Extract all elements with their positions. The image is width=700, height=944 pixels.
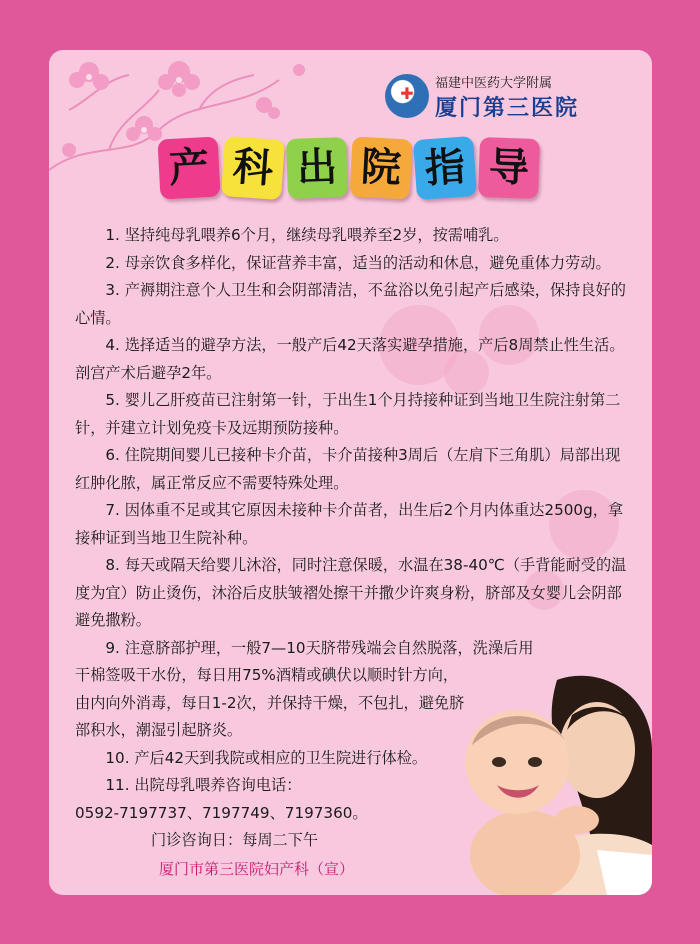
clinic-day: 门诊咨询日：每周二下午 bbox=[151, 831, 319, 849]
list-item: 8. 每天或隔天给婴儿沐浴，同时注意保暖，水温在38-40℃（手背能耐受的温度为宜）防止烫伤，沐浴后皮肤皱褶处擦干并撒少许爽身粉，脐部及女婴儿会阴部避免撒粉。 bbox=[75, 556, 627, 629]
hospital-affiliation: 福建中医药大学附属 bbox=[435, 75, 553, 90]
poster-panel bbox=[49, 50, 652, 895]
list-item-9-line4: 部积水，潮湿引起脐炎。 bbox=[75, 721, 243, 739]
title-char: 指 bbox=[423, 143, 467, 193]
title-char: 产 bbox=[167, 143, 211, 193]
hotline-label: 11. 出院母乳喂养咨询电话： bbox=[105, 776, 302, 794]
title-tile bbox=[413, 136, 477, 200]
title-char: 导 bbox=[488, 144, 530, 192]
list-item-9-line3: 由内向外消毒，每日1-2次，并保持干燥，不包扎，避免脐 bbox=[75, 693, 465, 712]
list-item: 10. 产后42天到我院或相应的卫生院进行体检。 bbox=[105, 748, 428, 767]
title-tile bbox=[286, 137, 348, 199]
hospital-logo bbox=[385, 72, 635, 122]
mother-baby-photo bbox=[447, 670, 652, 895]
title-char: 科 bbox=[231, 143, 275, 193]
red-cross-icon: ✚ bbox=[400, 84, 414, 103]
list-item: 3. 产褥期注意个人卫生和会阴部清洁，不盆浴以免引起产后感染，保持良好的心情。 bbox=[75, 281, 626, 327]
title-tile bbox=[221, 136, 285, 200]
title-tile bbox=[157, 136, 220, 199]
list-item-9-line1: 9. 注意脐部护理，一般7—10天脐带残端会自然脱落，洗澡后用 bbox=[105, 638, 534, 657]
list-item: 6. 住院期间婴儿已接种卡介苗，卡介苗接种3周后（左肩下三角肌）局部出现红肿化脓，属正常反应不需要特殊处理。 bbox=[75, 446, 621, 492]
list-item: 4. 选择适当的避孕方法，一般产后42天落实避孕措施，产后8周禁止性生活。剖宫产术后避孕2年。 bbox=[75, 336, 625, 382]
title-char: 出 bbox=[296, 144, 338, 192]
list-item: 7. 因体重不足或其它原因未接种卡介苗者，出生后2个月内体重达2500g，拿接种证到当地卫生院补种。 bbox=[75, 501, 624, 547]
list-item: 5. 婴儿乙肝疫苗已注射第一针，于出生1个月持接种证到当地卫生院注射第二针，并建立计划免疫卡及远期预防接种。 bbox=[75, 391, 621, 437]
title-char: 院 bbox=[359, 143, 403, 193]
page-title bbox=[159, 138, 539, 204]
list-item: 2. 母亲饮食多样化，保证营养丰富，适当的活动和休息，避免重体力劳动。 bbox=[105, 253, 611, 272]
title-tile bbox=[478, 137, 540, 199]
list-item: 1. 坚持纯母乳喂养6个月，继续母乳喂养至2岁，按需哺乳。 bbox=[105, 226, 509, 244]
footer-department: 厦门市第三医院妇产科（宣） bbox=[159, 860, 355, 878]
list-item-9-line2: 干棉签吸干水份，每日用75%酒精或碘伏以顺时针方向， bbox=[75, 666, 459, 684]
hospital-name: 厦门第三医院 bbox=[435, 95, 580, 121]
title-tile bbox=[349, 136, 412, 199]
hotline-numbers: 0592-7197737、7197749、7197360。 bbox=[75, 803, 368, 822]
